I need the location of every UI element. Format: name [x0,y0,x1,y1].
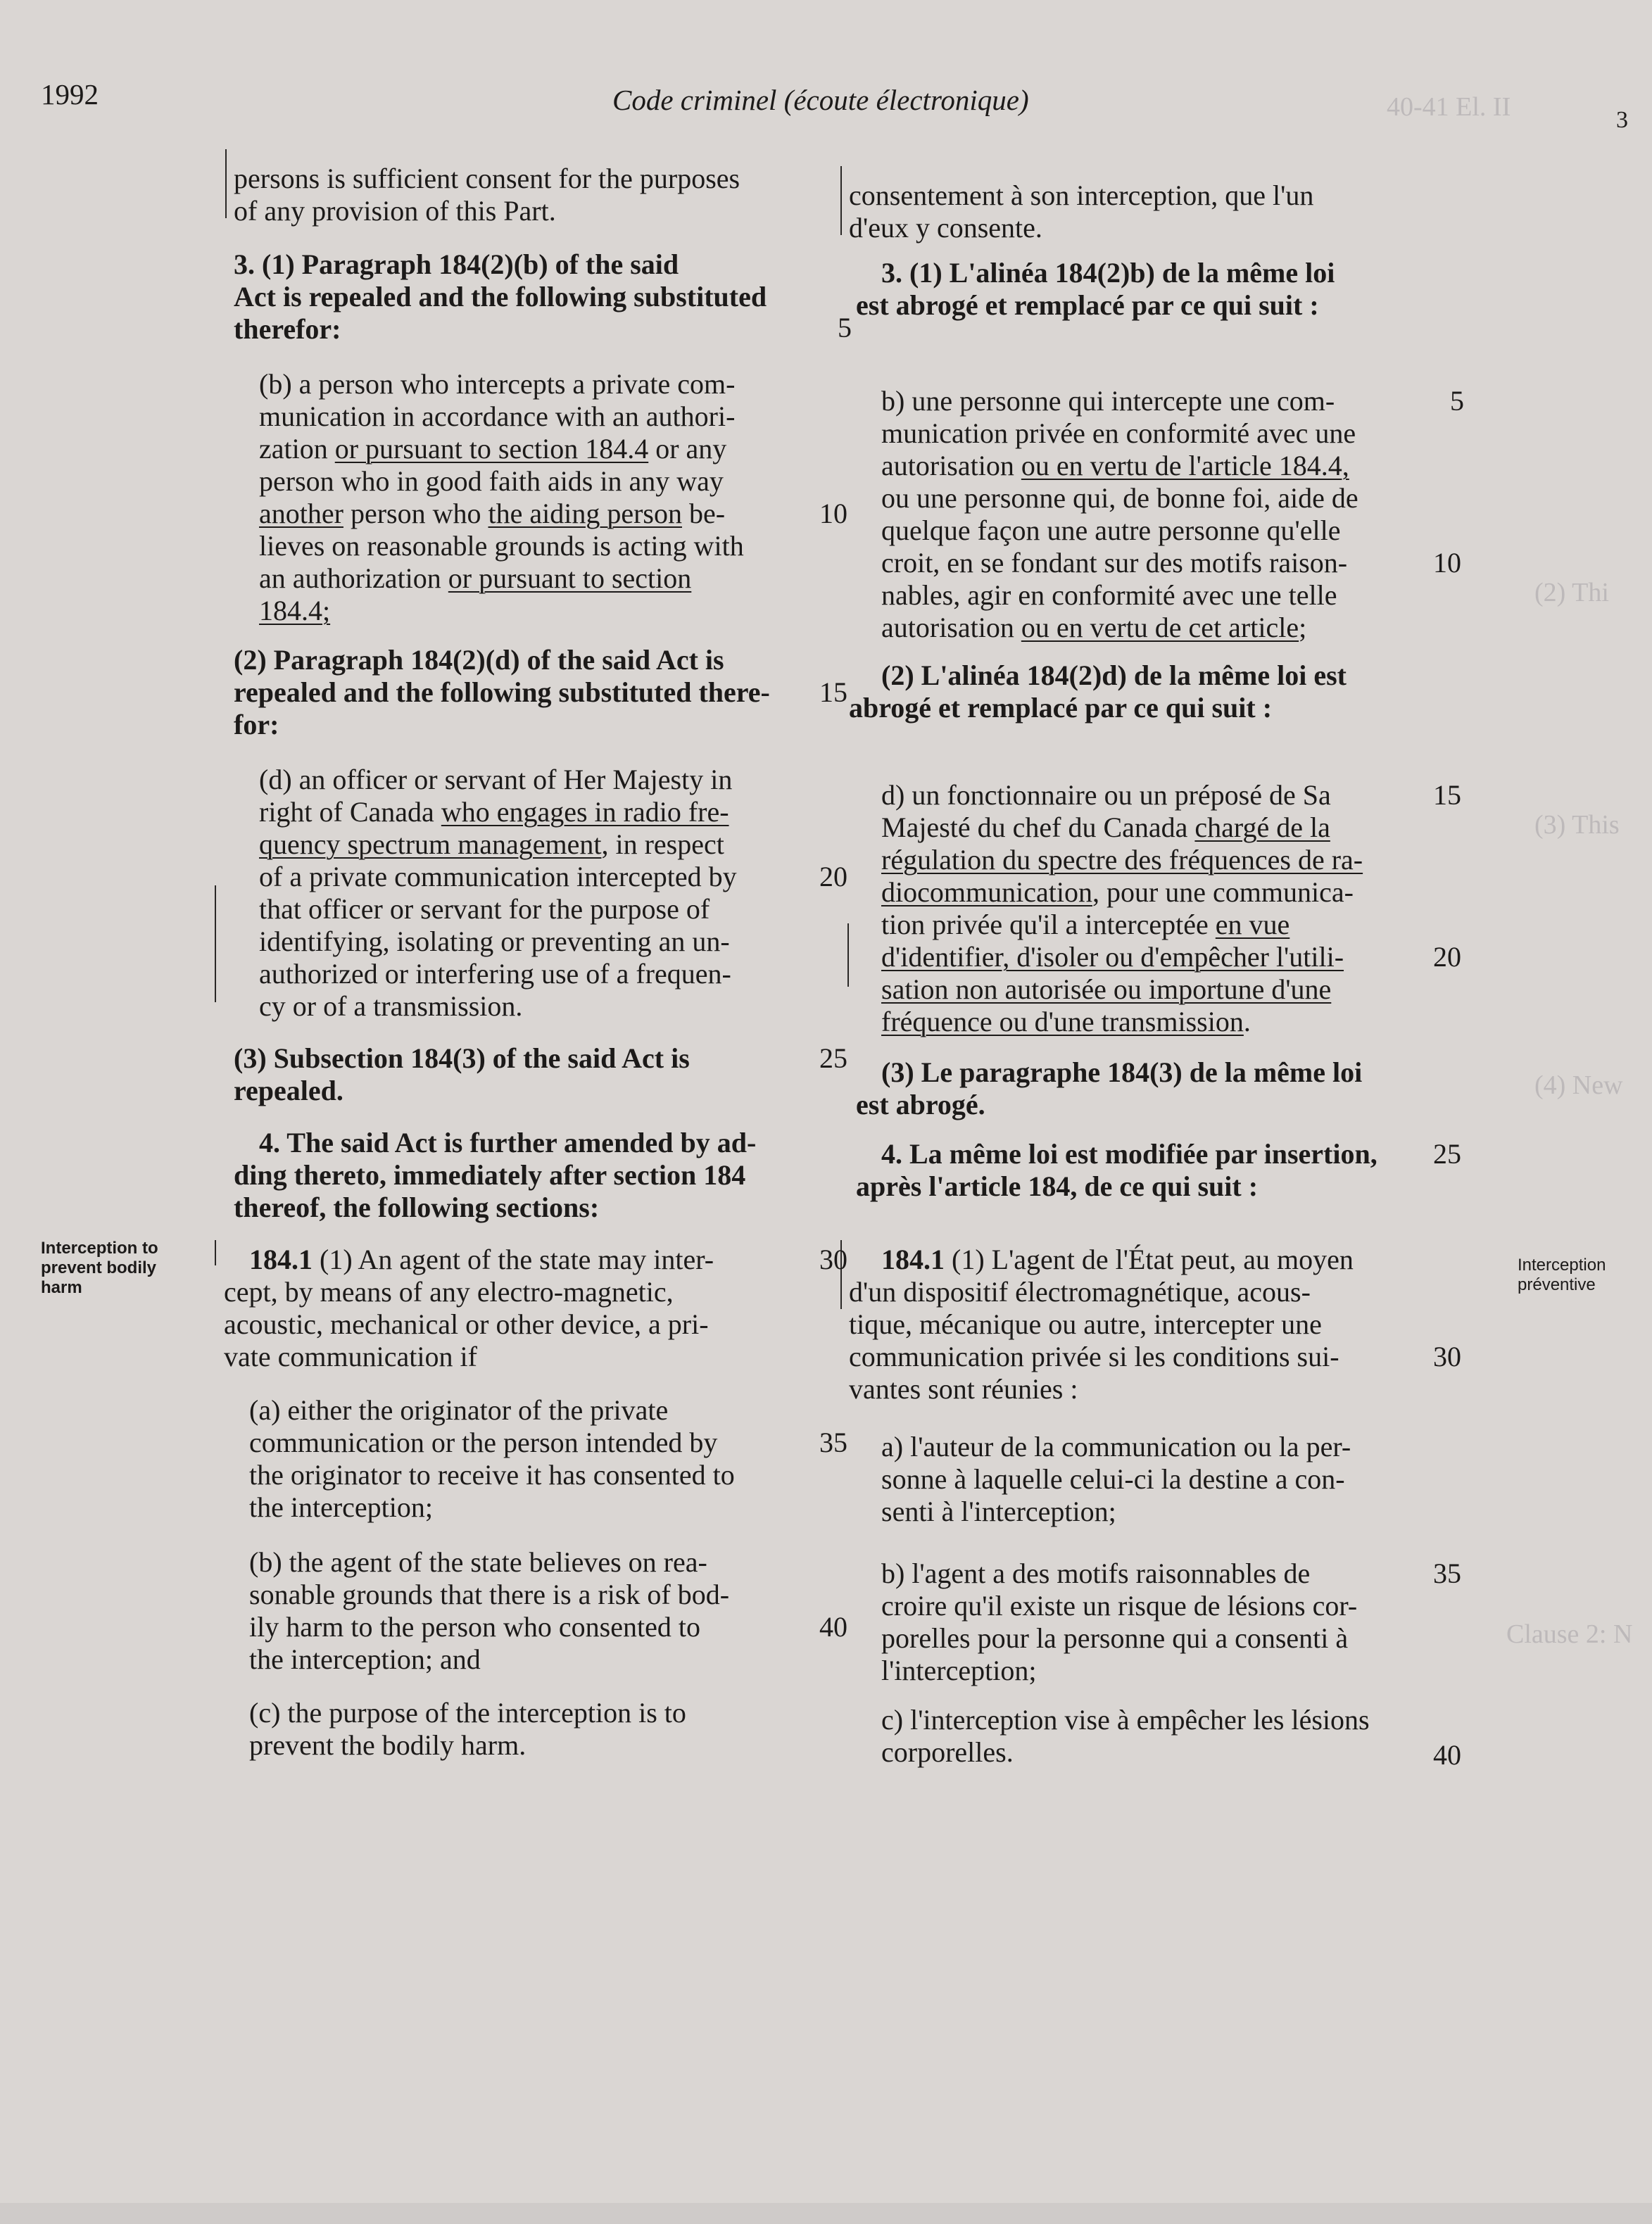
section-heading: 4. La même loi est modifiée par insertion, [881,1138,1377,1170]
text-line: tique, mécanique ou autre, intercepter une [849,1308,1322,1340]
text-line: (c) the purpose of the interception is to [249,1697,686,1729]
text-line: an authorization or pursuant to section [259,562,692,594]
line-number: 35 [819,1427,847,1458]
text-line: communication or the person intended by [249,1427,718,1458]
section-heading: abrogé et remplacé par ce qui suit : [849,692,1273,724]
margin-note-english: Interception to prevent bodily harm [41,1239,158,1297]
text-line: communication privée si les conditions sui- [849,1341,1339,1372]
section-heading: repealed and the following substituted there- [234,676,770,708]
section-heading: est abrogé et remplacé par ce qui suit : [856,289,1319,321]
text-line: of any provision of this Part. [234,195,556,227]
text-line: sation non autorisée ou importune d'une [881,973,1332,1005]
line-number: 25 [819,1042,847,1074]
text-line: Majesté du chef du Canada chargé de la [881,811,1330,843]
text-line: corporelles. [881,1736,1014,1768]
text-line: authorized or interfering use of a frequen- [259,958,731,990]
text-line: c) l'interception vise à empêcher les lésions [881,1704,1370,1736]
text-line: that officer or servant for the purpose of [259,893,710,925]
line-number: 40 [819,1611,847,1643]
section-heading: therefor: [234,313,341,345]
text-line: lieves on reasonable grounds is acting with [259,530,744,562]
line-number: 30 [819,1244,847,1275]
section-heading: ding thereto, immediately after section 184 [234,1159,746,1191]
text-line: person who in good faith aids in any way [259,465,724,497]
text-line: another person who the aiding person be- [259,498,726,529]
change-bar [215,885,216,1002]
text-line: munication privée en conformité avec une [881,417,1356,449]
text-line: (a) either the originator of the private [249,1394,669,1426]
text-line: ily harm to the person who consented to [249,1611,700,1643]
text-line: croit, en se fondant sur des motifs raison- [881,547,1348,579]
text-line: vate communication if [224,1341,477,1372]
text-line: ou une personne qui, de bonne foi, aide de [881,482,1358,514]
text-line: d) un fonctionnaire ou un préposé de Sa [881,779,1331,811]
page-year: 1992 [41,78,99,110]
line-number: 15 [1433,779,1461,811]
text-line: the interception; and [249,1643,481,1675]
section-heading: (3) Le paragraphe 184(3) de la même loi [881,1056,1363,1088]
text-line: diocommunication, pour une communica- [881,876,1354,908]
text-line: the interception; [249,1491,434,1523]
section-heading: (2) Paragraph 184(2)(d) of the said Act is [234,644,724,676]
section-heading: thereof, the following sections: [234,1192,600,1223]
line-number: 35 [1433,1558,1461,1589]
show-through-text: (4) New [1534,1070,1623,1100]
text-line: d'eux y consente. [849,212,1042,244]
line-number: 15 [819,676,847,708]
section-heading: (2) L'alinéa 184(2)d) de la même loi est [881,659,1347,691]
line-number: 5 [1450,385,1464,417]
text-line: fréquence ou d'une transmission. [881,1006,1251,1037]
section-heading: Act is repealed and the following substituted [234,281,767,312]
text-line: croire qu'il existe un risque de lésions cor- [881,1590,1358,1622]
text-line: (b) a person who intercepts a private com- [259,368,736,400]
text-line: sonne à laquelle celui-ci la destine a con- [881,1463,1345,1495]
text-line: quency spectrum management, in respect [259,828,724,860]
text-line: (d) an officer or servant of Her Majesty in [259,764,733,795]
text-line: d'un dispositif électromagnétique, acous- [849,1276,1311,1308]
text-line: vantes sont réunies : [849,1373,1078,1405]
text-line: persons is sufficient consent for the purposes [234,163,740,194]
section-heading: 3. (1) L'alinéa 184(2)b) de la même loi [881,257,1335,289]
text-line: (b) the agent of the state believes on rea- [249,1546,707,1578]
text-line: zation or pursuant to section 184.4 or any [259,433,727,465]
section-heading: est abrogé. [856,1089,985,1120]
scan-edge [0,2203,1652,2224]
text-line: right of Canada who engages in radio fre- [259,796,729,828]
section-heading: après l'article 184, de ce qui suit : [856,1170,1259,1202]
section-heading: 3. (1) Paragraph 184(2)(b) of the said [234,248,679,280]
text-line: porelles pour la personne qui a consenti à [881,1622,1349,1654]
line-number: 20 [1433,941,1461,973]
section-heading: 4. The said Act is further amended by ad- [259,1127,757,1158]
show-through-text: 40-41 El. II [1387,92,1511,122]
text-line: 184.4; [259,595,331,626]
text-line: autorisation ou en vertu de cet article; [881,612,1307,643]
text-line: autorisation ou en vertu de l'article 184.4, [881,450,1349,481]
text-line: d'identifier, d'isoler ou d'empêcher l'utili- [881,941,1344,973]
text-line: a) l'auteur de la communication ou la per- [881,1431,1351,1462]
text-line: l'interception; [881,1655,1037,1686]
text-line: prevent the bodily harm. [249,1729,527,1761]
text-line: of a private communication intercepted by [259,861,737,892]
margin-note-french: Interception préventive [1518,1256,1606,1294]
text-line: sonable grounds that there is a risk of bod- [249,1579,730,1610]
section-heading: (3) Subsection 184(3) of the said Act is [234,1042,690,1074]
section-heading: for: [234,709,279,740]
text-line: acoustic, mechanical or other device, a pri- [224,1308,709,1340]
text-line: consentement à son interception, que l'un [849,179,1314,211]
text-line: tion privée qu'il a interceptée en vue [881,909,1290,940]
text-line: b) l'agent a des motifs raisonnables de [881,1558,1311,1589]
line-number: 5 [838,312,852,343]
change-bar [847,923,849,987]
text-line: régulation du spectre des fréquences de ra- [881,844,1363,876]
text-line: senti à l'interception; [881,1496,1116,1527]
line-number: 20 [819,861,847,892]
text-line: cy or of a transmission. [259,990,523,1022]
show-through-text: (3) This [1534,810,1620,840]
line-number: 10 [1433,547,1461,579]
line-number: 30 [1433,1341,1461,1372]
line-number: 40 [1433,1739,1461,1771]
text-line: b) une personne qui intercepte une com- [881,385,1335,417]
text-line: the originator to receive it has consented to [249,1459,735,1491]
section-heading: repealed. [234,1075,343,1106]
page-title: Code criminel (écoute électronique) [612,84,1029,116]
page-number: 3 [1616,107,1628,133]
show-through-text: Clause 2: N [1506,1619,1633,1649]
line-number: 25 [1433,1138,1461,1170]
text-line: 184.1 (1) L'agent de l'État peut, au moyen [881,1244,1354,1275]
text-line: quelque façon une autre personne qu'elle [881,514,1341,546]
text-line: identifying, isolating or preventing an un- [259,925,730,957]
show-through-text: (2) Thi [1534,578,1609,607]
line-number: 10 [819,498,847,529]
change-bar [215,1240,216,1265]
change-bar [225,149,227,218]
change-bar [840,166,842,235]
text-line: munication in accordance with an authori- [259,400,736,432]
text-line: 184.1 (1) An agent of the state may inter- [249,1244,714,1275]
text-line: nables, agir en conformité avec une telle [881,579,1337,611]
text-line: cept, by means of any electro-magnetic, [224,1276,674,1308]
